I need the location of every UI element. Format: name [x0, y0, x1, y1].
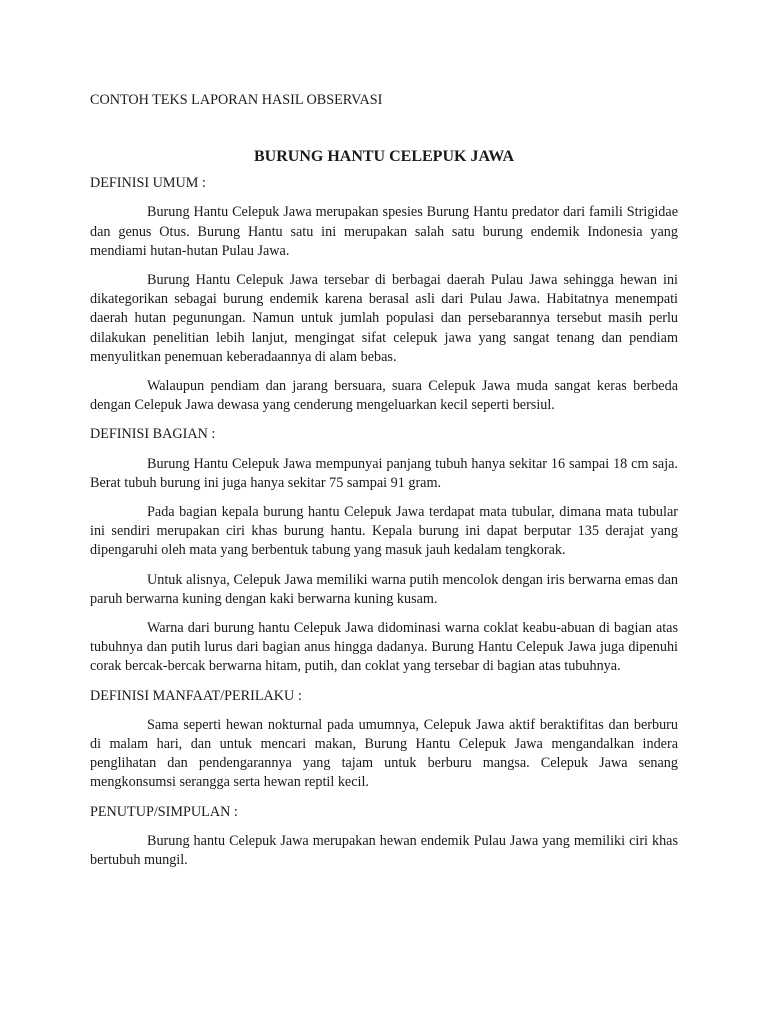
- section-heading: DEFINISI MANFAAT/PERILAKU :: [90, 687, 302, 704]
- paragraph: Untuk alisnya, Celepuk Jawa memiliki warna putih mencolok dengan iris berwarna emas dan paruh berwarna kuning dengan kaki berwarna kuning kusam.: [90, 571, 678, 607]
- paragraph: Burung Hantu Celepuk Jawa tersebar di berbagai daerah Pulau Jawa sehingga hewan ini dikategorikan sebagai burung endemik karena berasal asli dari Pulau Jawa. Habitatnya menempati daerah hutan pegunungan. Namun untuk jumlah populasi dan persebarannya tersebut masih perlu dilakukan penelitian lebih lanjut, mengingat sifat celepuk jawa yang sangat tenang dan pendiam menyulitkan penemuan keberadaannya di alam bebas.: [90, 272, 678, 365]
- section-definisi-umum: [90, 174, 678, 415]
- paragraph: Walaupun pendiam dan jarang bersuara, suara Celepuk Jawa muda sangat keras berbeda dengan Celepuk Jawa dewasa yang cenderung mengeluarkan kecil seperti bersiul.: [90, 378, 678, 414]
- paragraph: Sama seperti hewan nokturnal pada umumnya, Celepuk Jawa aktif beraktifitas dan berburu di malam hari, dan untuk mencari makan, Burung Hantu Celepuk Jawa mengandalkan indera penglihatan dan pendengarannya yang tajam untuk berburu mangsa. Celepuk Jawa senang mengkonsumsi serangga serta hewan reptil kecil.: [90, 716, 678, 791]
- paragraph: Warna dari burung hantu Celepuk Jawa didominasi warna coklat keabu-abuan di bagian atas tubuhnya dan putih lurus dari bagian anus hingga dadanya. Burung Hantu Celepuk Jawa juga dipenuhi corak bercak-bercak berwarna hitam, putih, dan coklat yang tersebar di bagian atas tubuhnya.: [90, 620, 678, 675]
- section-heading: DEFINISI UMUM :: [90, 175, 206, 192]
- section-definisi-manfaat-perilaku: [90, 687, 678, 793]
- document-label: CONTOH TEKS LAPORAN HASIL OBSERVASI: [90, 92, 383, 108]
- section-heading: PENUTUP/SIMPULAN :: [90, 803, 238, 820]
- paragraph: Pada bagian kepala burung hantu Celepuk Jawa terdapat mata tubular, dimana mata tubular ini sendiri merupakan ciri khas burung hantu. Kepala burung ini dapat berputar 135 derajat yang dipengaruhi oleh mata yang berbentuk tabung yang masuk jauh kedalam tengkorak.: [90, 504, 678, 559]
- paragraph: Burung Hantu Celepuk Jawa mempunyai panjang tubuh hanya sekitar 16 sampai 18 cm saja. Berat tubuh burung ini juga hanya sekitar 75 sampai 91 gram.: [90, 455, 678, 491]
- section-penutup-simpulan: [90, 803, 678, 871]
- paragraph: Burung hantu Celepuk Jawa merupakan hewan endemik Pulau Jawa yang memiliki ciri khas bertubuh mungil.: [90, 832, 678, 869]
- paragraph: Burung Hantu Celepuk Jawa merupakan spesies Burung Hantu predator dari famili Strigidae dan genus Otus. Burung Hantu satu ini merupakan salah satu burung endemik Indonesia yang mendiami hutan-hutan Pulau Jawa.: [90, 204, 678, 259]
- document-title: BURUNG HANTU CELEPUK JAWA: [253, 148, 515, 166]
- section-heading: DEFINISI BAGIAN :: [90, 426, 216, 443]
- section-definisi-bagian: [90, 425, 678, 676]
